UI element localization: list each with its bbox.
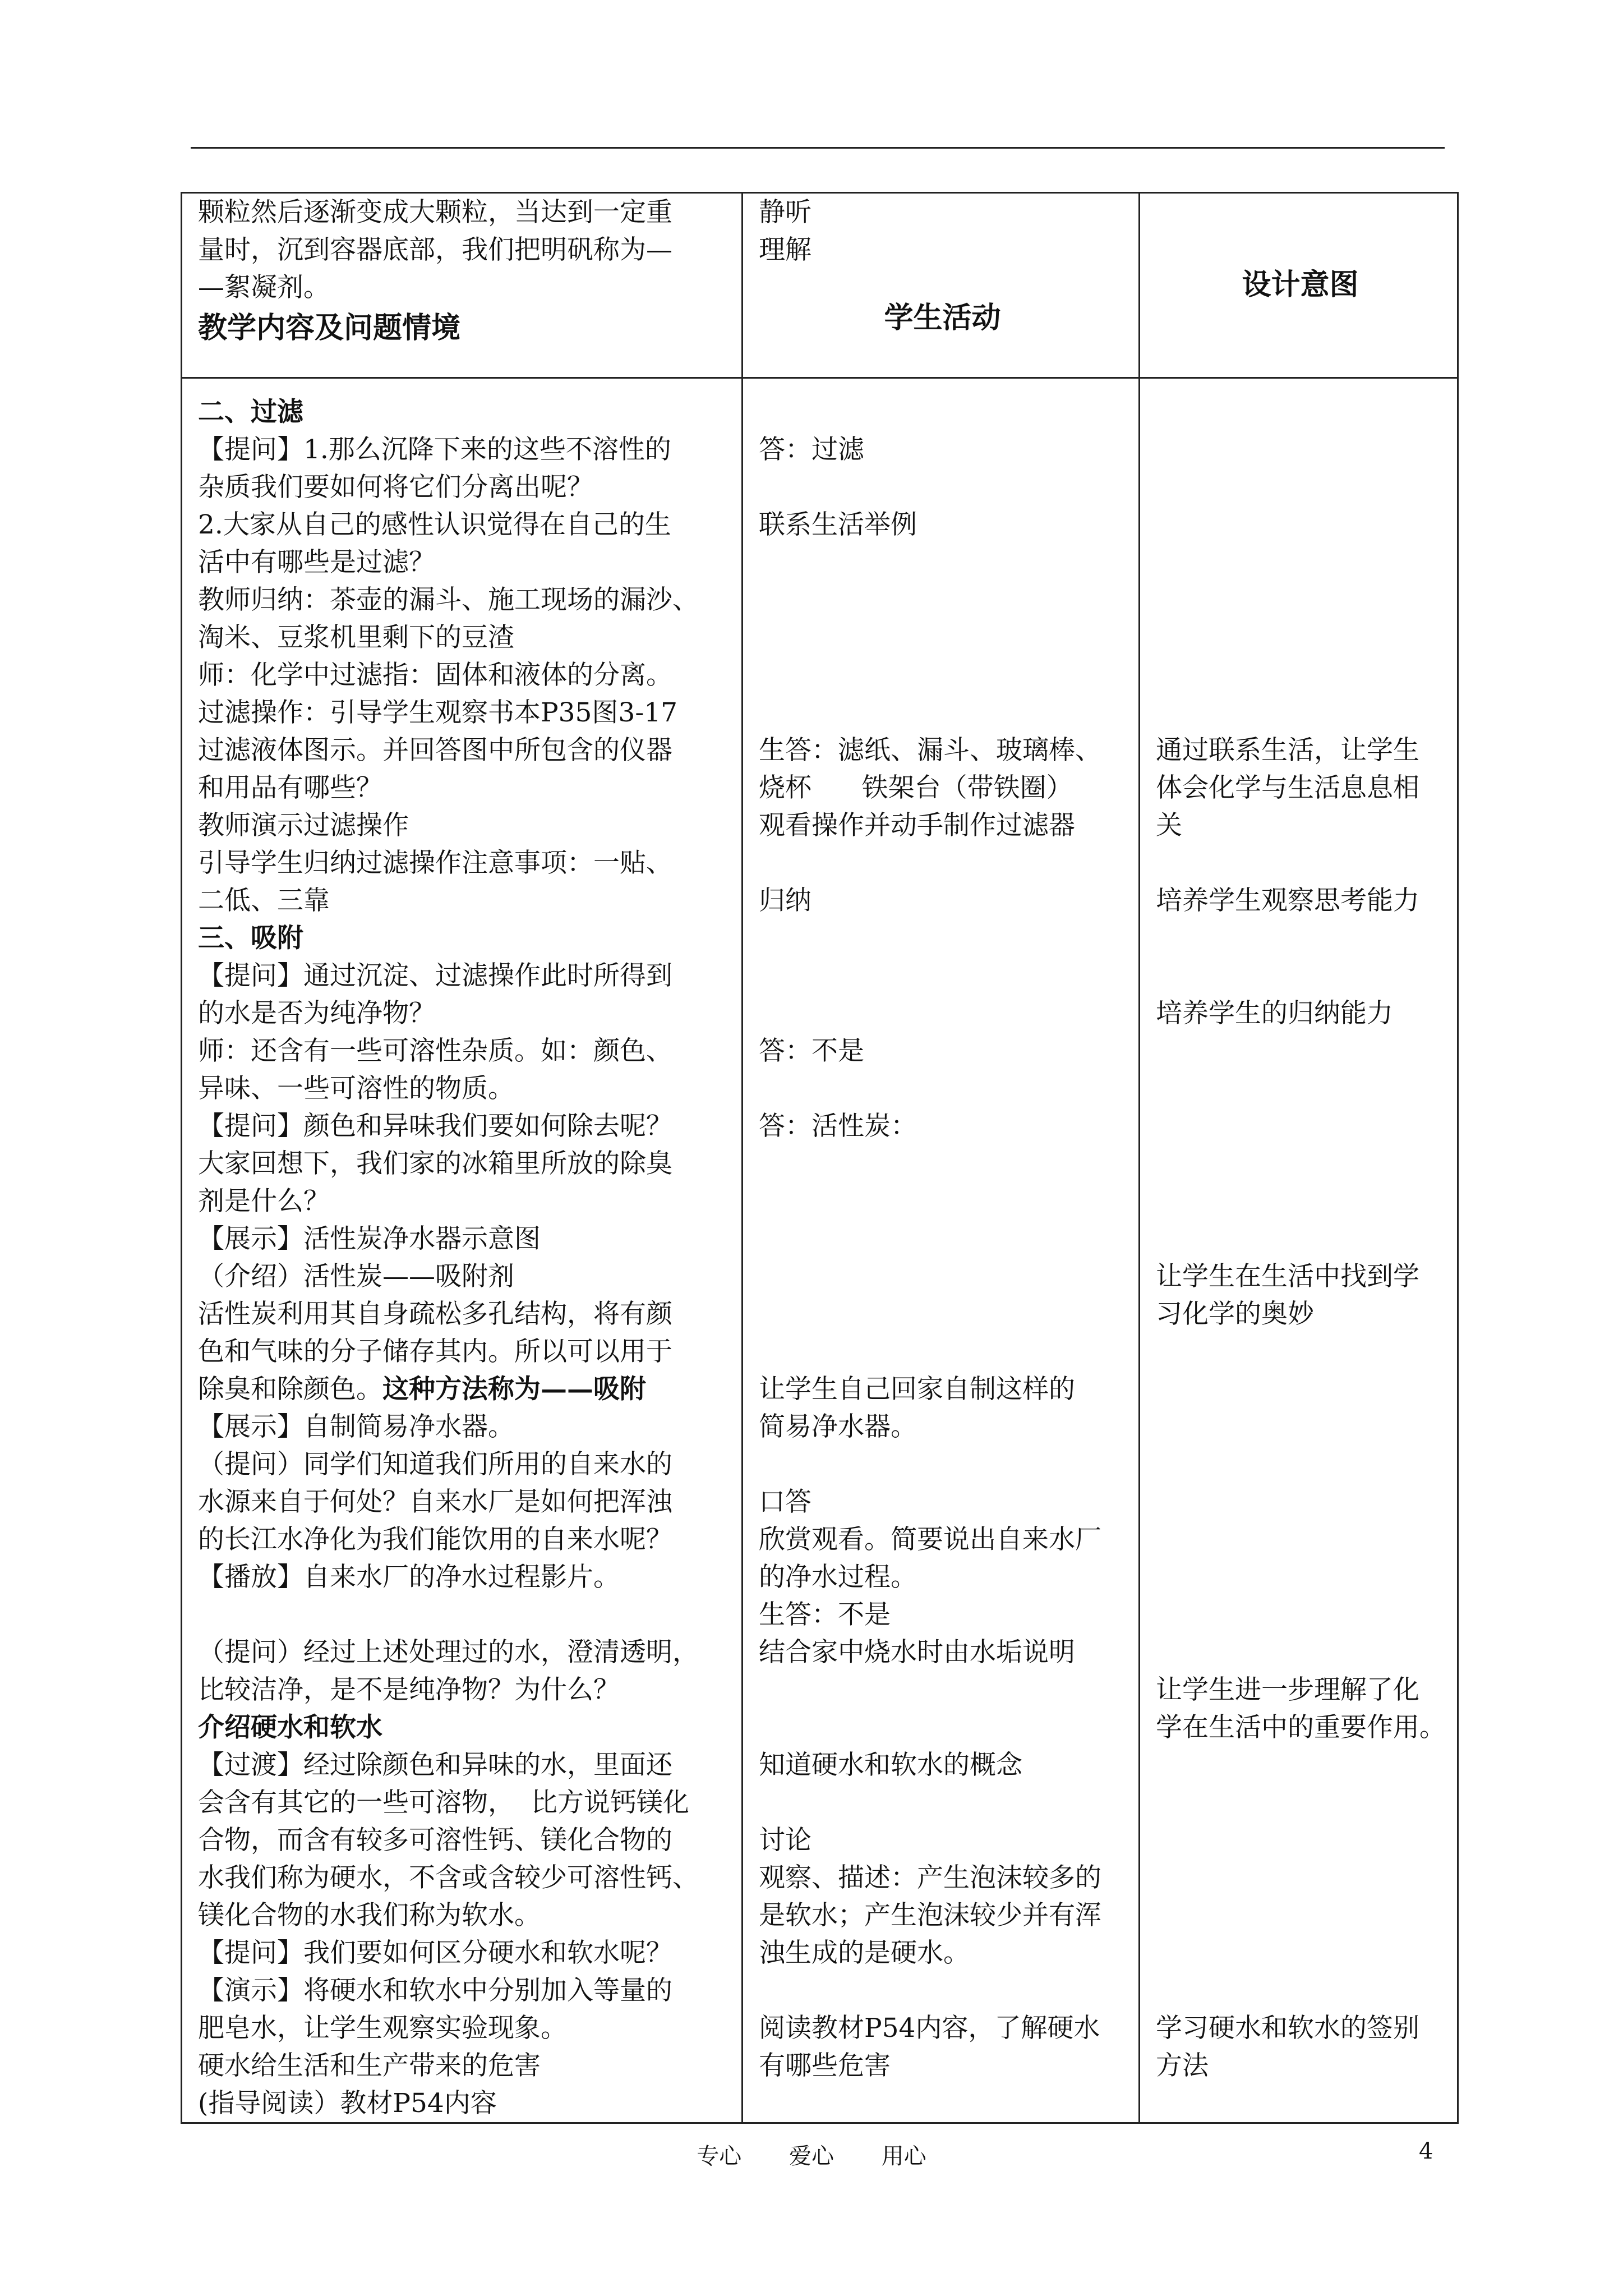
intent-cell [1140, 378, 1458, 2123]
text-line: 【播放】自来水厂的净水过程影片。 [198, 1562, 620, 1593]
text-segment-emphasis: 这种方法称为——吸附 [382, 1374, 646, 1405]
text-line: 观看操作并动手制作过滤器 [759, 810, 1075, 841]
column-heading-intent: 设计意图 [1242, 268, 1359, 302]
text-line [1156, 1558, 1445, 1596]
text-line [759, 581, 1126, 619]
text-line: 【提问】颜色和异味我们要如何除去呢？ [198, 1111, 672, 1142]
footer-item: 用心 [881, 2143, 926, 2169]
text-line: 学习硬水和软水的签别 [1156, 2013, 1419, 2044]
text-line: 让学生进一步理解了化 [1156, 1674, 1419, 1705]
text-line [1156, 581, 1445, 619]
activity-text-line: 静听 [759, 197, 811, 228]
text-line: 答：活性炭： [759, 1111, 917, 1142]
text-line: 活中有哪些是过滤？ [198, 547, 435, 578]
text-line: 【过渡】经过除颜色和异味的水，里面还 [198, 1750, 672, 1780]
text-line: 关 [1156, 810, 1182, 841]
text-line: 【提问】1.那么沉降下来的这些不溶性的 [198, 434, 671, 465]
text-line: 【演示】将硬水和软水中分别加入等量的 [198, 1975, 672, 2006]
text-line: 三、吸附 [198, 923, 303, 954]
text-line [1156, 1596, 1445, 1634]
text-line [759, 544, 1126, 581]
text-line: 师：化学中过滤指：固体和液体的分离。 [198, 660, 672, 691]
text-line: 硬水给生活和生产带来的危害 [198, 2050, 541, 2081]
text-line [1156, 1220, 1445, 1258]
text-line [1156, 957, 1445, 995]
text-line: 大家回想下，我们家的冰箱里所放的除臭 [198, 1148, 672, 1179]
text-line: 师：还含有一些可溶性杂质。如：颜色、 [198, 1036, 672, 1066]
activity-cell [743, 378, 1140, 2123]
text-line [759, 1070, 1126, 1107]
text-line: 异味、一些可溶性的物质。 [198, 1073, 514, 1104]
text-line: (指导阅读）教材P54内容 [198, 2088, 497, 2119]
text-line [198, 1596, 729, 1634]
page-footer [0, 2138, 1623, 2170]
text-line [1156, 1934, 1445, 1972]
text-line [1156, 1370, 1445, 1408]
text-line: （提问）经过上述处理过的水，澄清透明， [198, 1637, 699, 1668]
text-line: 培养学生的归纳能力 [1156, 998, 1393, 1029]
text-line: 比较洁净，是不是纯净物？为什么？ [198, 1674, 620, 1705]
text-line: 教师归纳：茶壶的漏斗、施工现场的漏沙、 [198, 585, 699, 615]
text-line: 镁化合物的水我们称为软水。 [198, 1900, 541, 1931]
continued-text-line: 颗粒然后逐渐变成大颗粒，当达到一定重 [198, 197, 672, 228]
text-line [759, 1182, 1126, 1220]
text-line: 的水是否为纯净物？ [198, 998, 435, 1029]
text-line: 简易净水器。 [759, 1411, 917, 1442]
text-line [1156, 468, 1445, 506]
text-line: 【提问】通过沉淀、过滤操作此时所得到 [198, 960, 672, 991]
text-line: 有哪些危害 [759, 2050, 891, 2081]
column-heading-activity: 学生活动 [884, 301, 1001, 335]
text-line [759, 1784, 1126, 1821]
text-line [1156, 431, 1445, 468]
text-line [759, 1446, 1126, 1483]
text-line [759, 1258, 1126, 1295]
text-line: 活性炭利用其自身疏松多孔结构，将有颜 [198, 1299, 672, 1329]
text-line: 淘米、豆浆机里剩下的豆渣 [198, 622, 514, 653]
text-line [759, 619, 1126, 656]
text-line [1156, 1821, 1445, 1859]
header-cell-content [182, 193, 743, 378]
text-line: 结合家中烧水时由水垢说明 [759, 1637, 1075, 1668]
text-line [759, 957, 1126, 995]
text-line: 知道硬水和软水的概念 [759, 1750, 1022, 1780]
text-line: 口答 [759, 1487, 811, 1517]
text-line [1156, 1897, 1445, 1934]
text-line [759, 844, 1126, 882]
content-cell [182, 378, 743, 2123]
text-line: （介绍）活性炭——吸附剂 [198, 1261, 514, 1292]
text-line [1156, 1145, 1445, 1182]
text-line [1156, 1032, 1445, 1070]
text-line: 生答：不是 [759, 1599, 891, 1630]
text-line [759, 656, 1126, 694]
text-line: 【展示】活性炭净水器示意图 [198, 1223, 541, 1254]
text-line: 培养学生观察思考能力 [1156, 885, 1419, 916]
text-line: 【展示】自制简易净水器。 [198, 1411, 514, 1442]
table-body-row [182, 378, 1458, 2123]
text-line [759, 995, 1126, 1032]
text-line [759, 393, 1126, 431]
header-cell-intent [1140, 193, 1458, 378]
text-line: 归纳 [759, 885, 811, 916]
column-heading-content: 教学内容及问题情境 [198, 311, 461, 345]
text-line: 浊生成的是硬水。 [759, 1938, 970, 1968]
text-line: 答：过滤 [759, 434, 864, 465]
text-line: 和用品有哪些？ [198, 772, 382, 803]
text-line: 欣赏观看。简要说出自来水厂 [759, 1524, 1101, 1555]
text-line [1156, 393, 1445, 431]
text-line: 合物，而含有较多可溶性钙、镁化合物的 [198, 1825, 672, 1856]
page-header-rule [191, 147, 1445, 149]
text-line: （提问）同学们知道我们所用的自来水的 [198, 1449, 672, 1480]
text-line: 让学生在生活中找到学 [1156, 1261, 1419, 1292]
text-line: 二、过滤 [198, 397, 303, 427]
text-line [759, 1295, 1126, 1333]
text-line [1156, 1408, 1445, 1446]
header-cell-activity [743, 193, 1140, 378]
text-line: 剂是什么？ [198, 1186, 330, 1217]
text-line [759, 919, 1126, 957]
text-segment: 除臭和除颜色。 [198, 1374, 382, 1405]
text-line: 杂质我们要如何将它们分离出呢？ [198, 472, 593, 503]
text-line [1156, 1333, 1445, 1370]
text-line [1156, 1784, 1445, 1821]
text-line [1156, 1634, 1445, 1671]
text-line [1156, 1182, 1445, 1220]
text-line: 体会化学与生活息息相 [1156, 772, 1419, 803]
text-line: 会含有其它的一些可溶物， 比方说钙镁化 [198, 1787, 689, 1818]
text-line [759, 1671, 1126, 1709]
text-line [759, 1709, 1126, 1746]
text-line [1156, 656, 1445, 694]
text-line: 过滤操作：引导学生观察书本P35图3-17 [198, 697, 678, 728]
text-line: 方法 [1156, 2050, 1209, 2081]
text-line: 肥皂水，让学生观察实验现象。 [198, 2013, 567, 2044]
activity-text-line: 理解 [759, 234, 811, 265]
text-line [1156, 1070, 1445, 1107]
text-line [1156, 919, 1445, 957]
continued-text-line: —絮凝剂。 [198, 272, 330, 303]
text-line [759, 1220, 1126, 1258]
text-line: 2.大家从自己的感性认识觉得在自己的生 [198, 509, 671, 540]
text-line: 的长江水净化为我们能饮用的自来水呢？ [198, 1524, 672, 1555]
page-number: 4 [1419, 2138, 1433, 2164]
text-line: 通过联系生活，让学生 [1156, 735, 1419, 766]
text-line [759, 1333, 1126, 1370]
text-line [1156, 506, 1445, 544]
text-line: 讨论 [759, 1825, 811, 1856]
footer-item: 专心 [697, 2143, 742, 2169]
text-line [1156, 694, 1445, 731]
text-line: 二低、三靠 [198, 885, 330, 916]
text-line: 联系生活举例 [759, 509, 917, 540]
text-line: 烧杯 铁架台（带铁圈） [759, 772, 1073, 803]
text-line: 的净水过程。 [759, 1562, 917, 1593]
text-line [1156, 1521, 1445, 1558]
text-line [759, 694, 1126, 731]
footer-item: 爱心 [789, 2143, 834, 2169]
text-line [1156, 1859, 1445, 1897]
text-line: 【提问】我们要如何区分硬水和软水呢？ [198, 1938, 672, 1968]
text-line: 观察、描述：产生泡沫较多的 [759, 1862, 1101, 1893]
text-line [1156, 844, 1445, 882]
text-line [759, 1145, 1126, 1182]
text-line: 生答：滤纸、漏斗、玻璃棒、 [759, 735, 1101, 766]
text-line [759, 1972, 1126, 2009]
text-line: 学在生活中的重要作用。 [1156, 1712, 1446, 1743]
text-line: 介绍硬水和软水 [198, 1712, 382, 1743]
text-line [1156, 1746, 1445, 1784]
text-line: 阅读教材P54内容，了解硬水 [759, 2013, 1100, 2044]
text-line [1156, 1446, 1445, 1483]
text-line [1156, 619, 1445, 656]
text-line: 过滤液体图示。并回答图中所包含的仪器 [198, 735, 672, 766]
lesson-plan-table [181, 192, 1459, 2124]
text-line: 水我们称为硬水，不含或含较少可溶性钙、 [198, 1862, 699, 1893]
text-line [198, 1370, 729, 1408]
text-line [759, 468, 1126, 506]
text-line [1156, 1972, 1445, 2009]
text-line [1156, 1107, 1445, 1145]
text-line: 让学生自己回家自制这样的 [759, 1374, 1075, 1405]
text-line: 引导学生归纳过滤操作注意事项：一贴、 [198, 848, 672, 878]
text-line: 是软水；产生泡沫较少并有浑 [759, 1900, 1101, 1931]
text-line [1156, 544, 1445, 581]
text-line: 色和气味的分子储存其内。所以可以用于 [198, 1336, 672, 1367]
text-line [1156, 1483, 1445, 1521]
text-line: 水源来自于何处？自来水厂是如何把浑浊 [198, 1487, 672, 1517]
continued-text-line: 量时，沉到容器底部，我们把明矾称为— [198, 234, 672, 265]
text-line: 教师演示过滤操作 [198, 810, 409, 841]
text-line: 答：不是 [759, 1036, 864, 1066]
table-header-row [182, 193, 1458, 378]
text-line: 习化学的奥妙 [1156, 1299, 1314, 1329]
